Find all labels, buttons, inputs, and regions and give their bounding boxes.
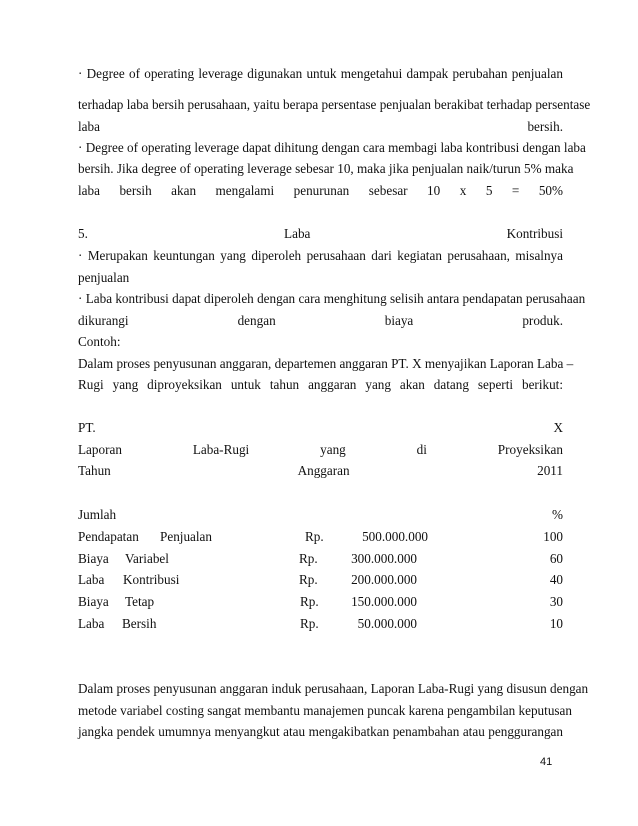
text-line: · Laba kontribusi dapat diperoleh dengan cara menghitung selisih antara pendapatan perusahaan	[78, 291, 586, 306]
row-label-word2: Penjualan	[160, 529, 213, 544]
row-amount: 150.000.000	[351, 594, 417, 609]
row-currency: Rp.	[299, 572, 318, 587]
table-row	[78, 570, 563, 590]
row-label-word2: Bersih	[122, 616, 157, 631]
table-row	[78, 614, 563, 634]
row-label-word1: Biaya	[78, 594, 109, 609]
row-amount: 300.000.000	[351, 551, 417, 566]
report-company: PT. X	[78, 420, 563, 435]
text-line: metode variabel costing sangat membantu manajemen puncak karena pengambilan keputusan	[78, 703, 572, 718]
row-currency: Rp.	[300, 594, 319, 609]
text-line: Rugi yang diproyeksikan untuk tahun anggaran yang akan datang seperti berikut:	[78, 377, 563, 392]
row-currency: Rp.	[300, 616, 319, 631]
column-label: Jumlah	[78, 507, 117, 522]
row-label-word2: Kontribusi	[123, 572, 180, 587]
report-title: Laporan Laba-Rugi yang di Proyeksikan	[78, 442, 563, 457]
row-currency: Rp.	[299, 551, 318, 566]
text-line: Dalam proses penyusunan anggaran, departemen anggaran PT. X menyajikan Laporan Laba –	[78, 356, 574, 371]
row-label-word1: Biaya	[78, 551, 109, 566]
table-row	[78, 527, 563, 547]
row-label-word2: Variabel	[125, 551, 169, 566]
row-percent: 30	[549, 594, 563, 609]
row-amount: 50.000.000	[357, 616, 417, 631]
text-line: Dalam proses penyusunan anggaran induk perusahaan, Laporan Laba-Rugi yang disusun dengan	[78, 681, 589, 696]
text-line: jangka pendek umumnya menyangkut atau mengakibatkan penambahan atau penggurangan	[78, 724, 563, 739]
row-percent: 60	[549, 551, 563, 566]
row-percent: 10	[549, 616, 563, 631]
row-label-word1: Pendapatan	[78, 529, 139, 544]
text-line: laba bersih.	[78, 119, 563, 134]
text-line: dikurangi dengan biaya produk.	[78, 313, 563, 328]
column-percent: %	[552, 507, 563, 522]
row-label-word2: Tetap	[125, 594, 155, 609]
text-line: · Degree of operating leverage digunakan untuk mengetahui dampak perubahan penjualan	[78, 66, 563, 81]
text-line: laba bersih akan mengalami penurunan sebesar 10 x 5 = 50%	[78, 183, 563, 198]
row-amount: 500.000.000	[362, 529, 428, 544]
text-line: penjualan	[78, 270, 130, 285]
table-row	[78, 592, 563, 612]
page-number: 41	[540, 756, 553, 768]
text-line: Contoh:	[78, 334, 121, 349]
row-amount: 200.000.000	[351, 572, 417, 587]
row-label-word1: Laba	[78, 572, 105, 587]
table-header	[78, 505, 563, 525]
table-row	[78, 549, 563, 569]
report-period: Tahun Anggaran 2011	[78, 463, 563, 478]
row-percent: 100	[543, 529, 563, 544]
section-heading: 5. Laba Kontribusi	[78, 226, 563, 241]
text-line: bersih. Jika degree of operating leverage sebesar 10, maka jika penjualan naik/turun 5% maka	[78, 161, 574, 176]
text-line: · Merupakan keuntungan yang diperoleh perusahaan dari kegiatan perusahaan, misalnya	[78, 248, 563, 263]
text-line: terhadap laba bersih perusahaan, yaitu berapa persentase penjualan berakibat terhadap persentase	[78, 97, 591, 112]
row-currency: Rp.	[305, 529, 324, 544]
text-line: · Degree of operating leverage dapat dihitung dengan cara membagi laba kontribusi dengan laba	[78, 140, 586, 155]
row-percent: 40	[549, 572, 563, 587]
row-label-word1: Laba	[78, 616, 105, 631]
